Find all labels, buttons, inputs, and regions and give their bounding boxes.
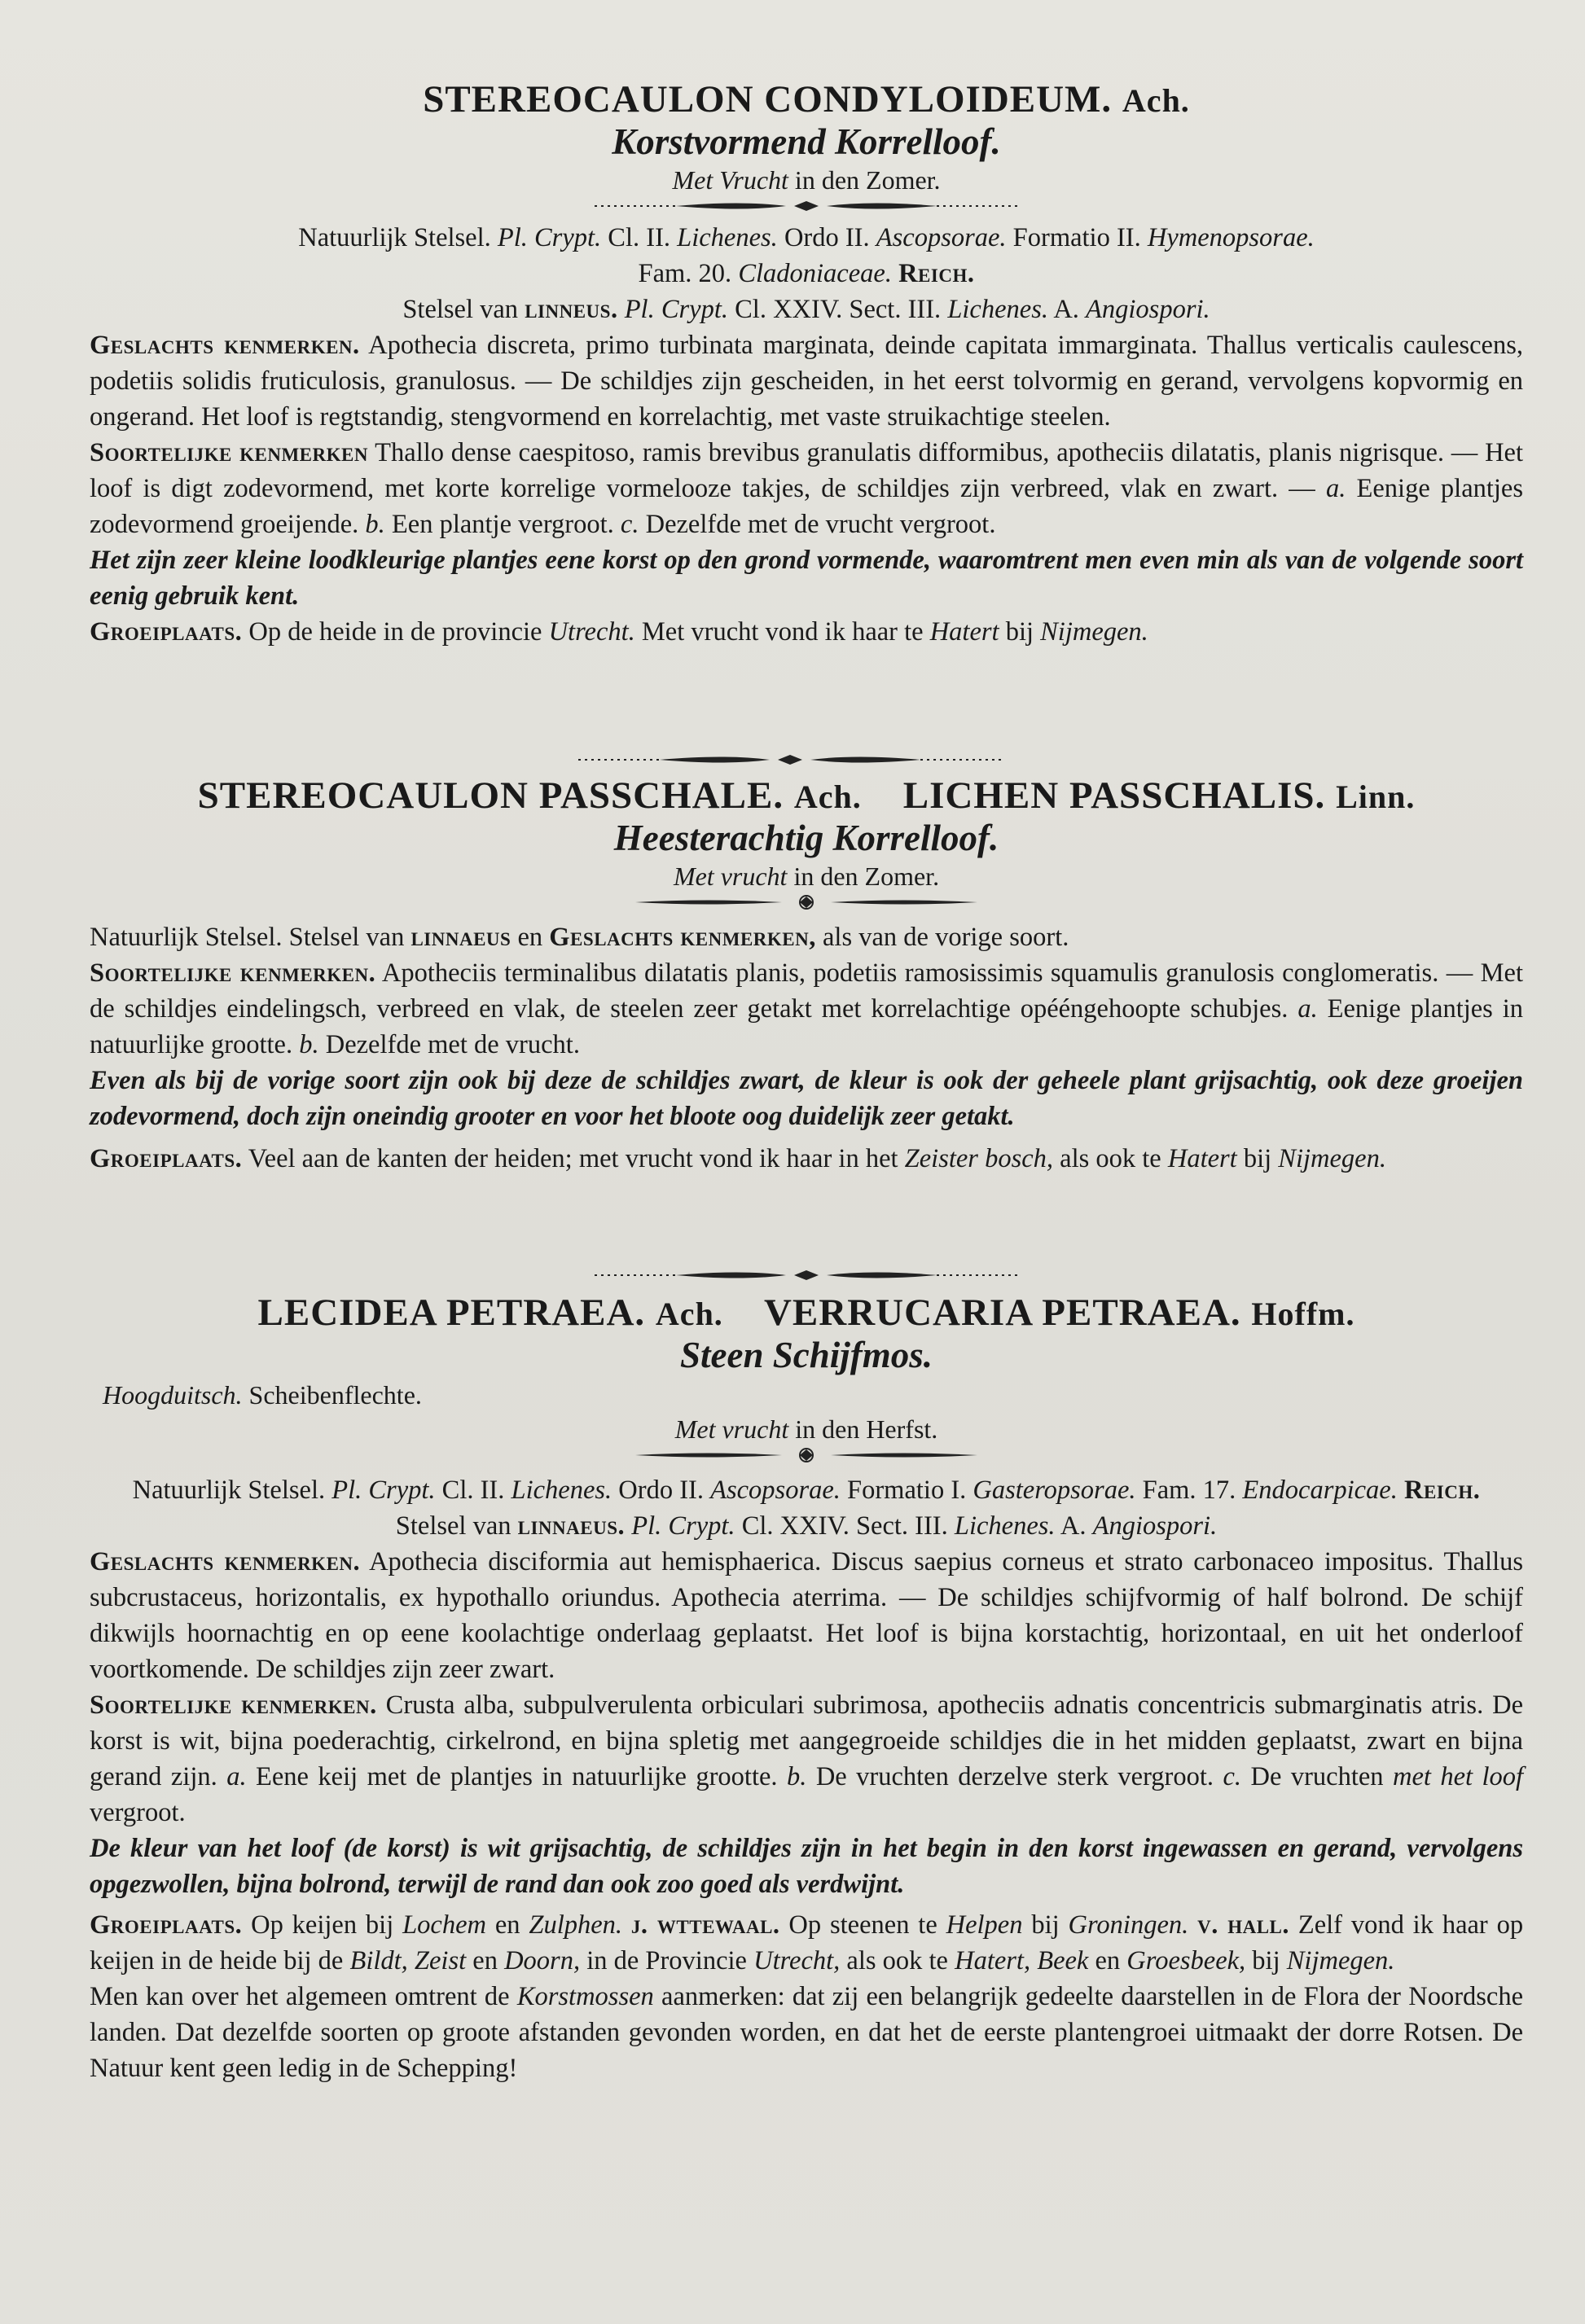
linnaeus-system-line: Stelsel van linnaeus. Pl. Crypt. Cl. XXIV. Sect. III. Lichenes. A. Angiospori. bbox=[395, 1511, 1218, 1541]
natural-system-line: Natuurlijk Stelsel. Pl. Crypt. Cl. II. Lichenes. Ordo II. Ascopsorae. Formatio II. Hymenopsorae. bbox=[298, 223, 1315, 253]
species-characteristics: Soortelijke kenmerken. Apotheciis terminalibus dilatatis planis, podetiis ramosissimis squamulis granulosis conglomeratis. — Met de schildjes eindelingsch, verbreed en vlak, de steelen zeer getakt met korrelachtige opééngehoopte schubjes. a. Eenige plantjes in natuurlijke grootte. b. Dezelfde met de vrucht. bbox=[90, 958, 1524, 1060]
linnaeus-system-line: Stelsel van linneus. Pl. Crypt. Cl. XXIV. Sect. III. Lichenes. A. Angiospori. bbox=[402, 295, 1210, 325]
author-abbrev: Hoffm. bbox=[1251, 1296, 1355, 1332]
genus-characteristics: Geslachts kenmerken. Apothecia disciformia aut hemisphaerica. Discus saepius corneus et strato carbonaceo impositus. Thallus subcrustaceus, horizontalis, ex hypothallo oriundus. Apothecia aterrima. — De schildjes schijfvormig of half bolrond. De schijf dikwijls hoornachtig en op eene koolachtige onderlaag geplaatst. Het loof is bijna korstachtig, horizontaal, en uit het onderloof voortkomende. De schildjes zijn zeer zwart. bbox=[90, 1547, 1523, 1685]
habitat: Groeiplaats. Op de heide in de provincie Utrecht. Met vrucht vond ik haar te Hatert bij Nijmegen. bbox=[90, 617, 1148, 647]
author-abbrev: Linn. bbox=[1336, 778, 1416, 815]
fruiting-season: Met vrucht in den Zomer. bbox=[673, 861, 940, 891]
author-abbrev: Ach. bbox=[655, 1296, 723, 1332]
german-name: Hoogduitsch. Scheibenflechte. bbox=[103, 1379, 422, 1410]
dutch-name: Heesterachtig Korrelloof. bbox=[613, 818, 999, 859]
ornament-divider bbox=[635, 893, 977, 911]
species-section-1 bbox=[90, 77, 1523, 650]
italic-note: Even als bij de vorige soort zijn ook bij deze de schildjes zwart, de kleur is ook der geheele plant grijsachtig, ook deze groeijen zodevormend, doch zijn oneindig grooter en voor het bloote oog duidelijk zeer getakt. bbox=[90, 1066, 1523, 1132]
author-abbrev: Ach. bbox=[793, 778, 862, 815]
latin-name: STEREOCAULON CONDYLOIDEUM. bbox=[423, 78, 1113, 121]
synonym-name: VERRUCARIA PETRAEA. bbox=[763, 1291, 1241, 1334]
species-characteristics: Soortelijke kenmerken Thallo dense caespitoso, ramis brevibus granulatis difformibus, apotheciis dilatatis, planis nigrisque. — Het loof is digt zodevormend, met korte korrelige vormelooze takjes, de schildjes zijn verbreed, vlak en zwart. — a. Eenige plantjes zodevormend groeijende. b. Een plantje vergroot. c. Dezelfde met de vrucht vergroot. bbox=[90, 438, 1524, 540]
species-title bbox=[90, 1291, 1523, 1335]
closing-remark: Men kan over het algemeen omtrent de Korstmossen aanmerken: dat zij een belangrijk gedeelte daarstellen in de Flora der Noordsche landen. Dat dezelfde soorten op groote afstanden gevonden worden, en dat het de eerste plantengroei uitmaakt der dorre Rotsen. De Natuur kent geen ledig in de Schepping! bbox=[90, 1982, 1524, 2084]
latin-name: LECIDEA PETRAEA. bbox=[257, 1291, 646, 1334]
habitat: Groeiplaats. Op keijen bij Lochem en Zulphen. j. wttewaal. Op steenen te Helpen bij Groningen. v. hall. Zelf vond ik haar op keijen in de heide bij de Bildt, Zeist en Doorn, in de Provincie Utrecht, als ook te Hatert, Beek en Groesbeek, bij Nijmegen. bbox=[90, 1910, 1524, 1976]
ornament-divider bbox=[595, 1266, 1018, 1284]
natural-system-line: Natuurlijk Stelsel. Pl. Crypt. Cl. II. Lichenes. Ordo II. Ascopsorae. Formatio I. Gasteropsorae. Fam. 17. Endocarpicae. Reich. bbox=[132, 1476, 1481, 1506]
family-line: Fam. 20. Cladoniaceae. Reich. bbox=[638, 259, 975, 289]
dutch-name: Korstvormend Korrelloof. bbox=[612, 121, 1001, 163]
ornament-divider bbox=[635, 1446, 977, 1464]
species-title bbox=[90, 774, 1523, 818]
latin-name: STEREOCAULON PASSCHALE. bbox=[197, 774, 784, 817]
italic-note: De kleur van het loof (de korst) is wit grijsachtig, de schildjes zijn in het begin in den korst ingewassen en gerand, vervolgens opgezwollen, bijna bolrond, terwijl de rand dan ook zoo goed als verdwijnt. bbox=[90, 1834, 1523, 1900]
species-section-3 bbox=[90, 1291, 1523, 2086]
dutch-name: Steen Schijfmos. bbox=[679, 1335, 933, 1376]
synonym-name: LICHEN PASSCHALIS. bbox=[902, 774, 1326, 817]
species-section-2 bbox=[90, 774, 1523, 1177]
fruiting-season: Met Vrucht in den Zomer. bbox=[672, 164, 941, 195]
genus-characteristics: Geslachts kenmerken. Apothecia discreta, primo turbinata marginata, deinde capitata immarginata. Thallus verticalis caulescens, podetiis solidis fruticulosis, granulosus. — De schildjes zijn gescheiden, in het eerst tolvormig en gerand, vervolgens kopvormig en ongerand. Het loof is regtstandig, stengvormend en korrelachtig, met vaste struikachtige steelen. bbox=[90, 331, 1524, 432]
natural-system-line: Natuurlijk Stelsel. Stelsel van linnaeus en Geslachts kenmerken, als van de vorige soort. bbox=[90, 923, 1069, 953]
fruiting-season: Met vrucht in den Herfst. bbox=[674, 1414, 938, 1444]
ornament-divider bbox=[578, 751, 1002, 769]
author-abbrev: Ach. bbox=[1122, 82, 1190, 119]
ornament-divider bbox=[595, 197, 1018, 215]
species-title bbox=[90, 77, 1523, 121]
italic-note: Het zijn zeer kleine loodkleurige plantjes eene korst op den grond vormende, waaromtrent men even min als van de volgende soort eenig gebruik kent. bbox=[90, 546, 1523, 612]
habitat: Groeiplaats. Veel aan de kanten der heiden; met vrucht vond ik haar in het Zeister bosch, als ook te Hatert bij Nijmegen. bbox=[90, 1144, 1386, 1174]
species-characteristics: Soortelijke kenmerken. Crusta alba, subpulverulenta orbiculari subrimosa, apotheciis adnatis concentricis submarginatis atris. De korst is wit, bijna poederachtig, cirkelrond, en bijna spletig met aangegroeide schildjes die in het midden geplaatst, zwart en bijna gerand zijn. a. Eene keij met de plantjes in natuurlijke grootte. b. De vruchten derzelve sterk vergroot. c. De vruchten met het loof vergroot. bbox=[90, 1690, 1524, 1828]
